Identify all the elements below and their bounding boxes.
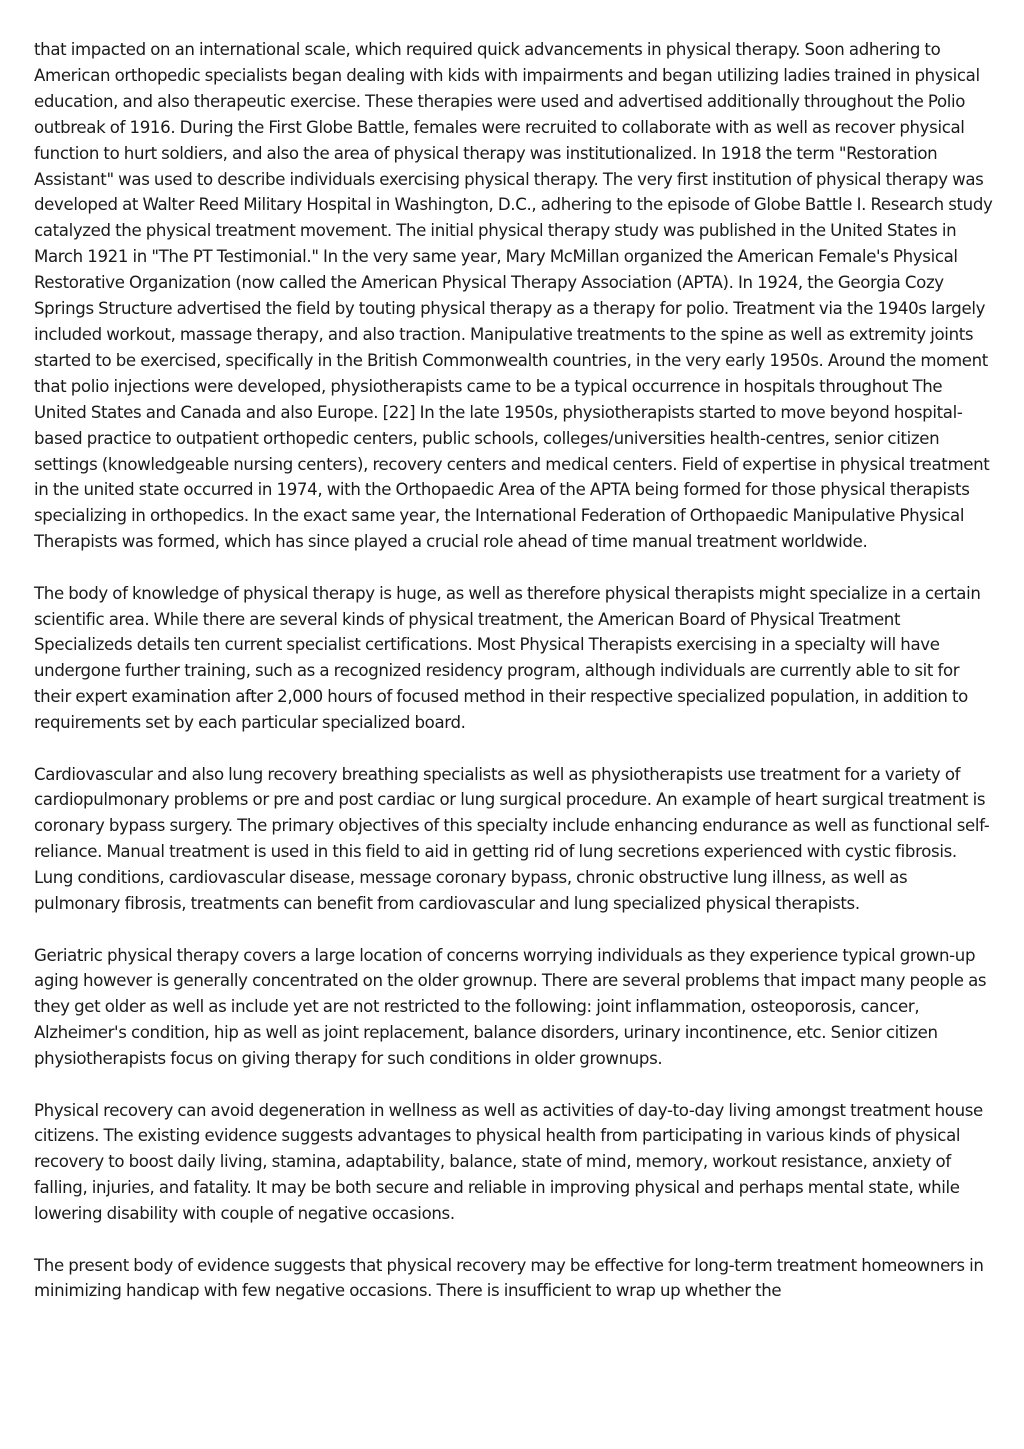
paragraph-cardiopulmonary: Cardiovascular and also lung recovery breathing specialists as well as physiotherapists use treatment for a variety of cardiopulmonary problems or pre and post cardiac or lung surgical procedure. An example of heart surgical treatment is coronary bypass surgery. The primary objectives of this specialty include enhancing endurance as well as functional self-reliance. Manual treatment is used in this field to aid in getting rid of lung secretions experienced with cystic fibrosis. Lung conditions, cardiovascular disease, message coronary bypass, chronic obstructive lung illness, as well as pulmonary fibrosis, treatments can benefit from cardiovascular and lung specialized physical therapists. (34, 764, 990, 914)
document-body (34, 37, 994, 1330)
paragraph-physical-recovery: Physical recovery can avoid degeneration in wellness as well as activities of day-to-day living amongst treatment house citizens. The existing evidence suggests advantages to physical health from participating in various kinds of physical recovery to boost daily living, stamina, adaptability, balance, state of mind, memory, workout resistance, anxiety of falling, injuries, and fatality. It may be both secure and reliable in improving physical and perhaps mental state, while lowering disability with couple of negative occasions. (34, 1100, 983, 1224)
paragraph-history: that impacted on an international scale, which required quick advancements in physical therapy. Soon adhering to American orthopedic specialists began dealing with kids with impairments and began utilizing ladies trained in physical education, and also therapeutic exercise. These therapies were used and advertised additionally throughout the Polio outbreak of 1916. During the First Globe Battle, females were recruited to collaborate with as well as recover physical function to hurt soldiers, and also the area of physical therapy was institutionalized. In 1918 the term "Restoration Assistant" was used to describe individuals exercising physical therapy. The very first institution of physical therapy was developed at Walter Reed Military Hospital in Washington, D.C., adhering to the episode of Globe Battle I. Research study catalyzed the physical treatment movement. The initial physical therapy study was published in the United States in March 1921 in "The PT Testimonial." In the very same year, Mary McMillan organized the American Female's Physical Restorative Organization (now called the American Physical Therapy Association (APTA). In 1924, the Georgia Cozy Springs Structure advertised the field by touting physical therapy as a therapy for polio. Treatment via the 1940s largely included workout, massage therapy, and also traction. Manipulative treatments to the spine as well as extremity joints started to be exercised, specifically in the British Commonwealth countries, in the very early 1950s. Around the moment that polio injections were developed, physiotherapists came to be a typical occurrence in hospitals throughout The United States and Canada and also Europe. [22] In the late 1950s, physiotherapists started to move beyond hospital-based practice to outpatient orthopedic centers, public schools, colleges/universities health-centres, senior citizen settings (knowledgeable nursing centers), recovery centers and medical centers. Field of expertise in physical treatment in the united state occurred in 1974, with the Orthopaedic Area of the APTA being formed for those physical therapists specializing in orthopedics. In the exact same year, the International Federation of Orthopaedic Manipulative Physical Therapists was formed, which has since played a crucial role ahead of time manual treatment worldwide. (34, 40, 993, 552)
paragraph-evidence: The present body of evidence suggests that physical recovery may be effective for long-term treatment homeowners in minimizing handicap with few negative occasions. There is insufficient to wrap up whether the (34, 1255, 984, 1301)
paragraph-specialization: The body of knowledge of physical therapy is huge, as well as therefore physical therapists might specialize in a certain scientific area. While there are several kinds of physical treatment, the American Board of Physical Treatment Specializeds details ten current specialist certifications. Most Physical Therapists exercising in a specialty will have undergone further training, such as a recognized residency program, although individuals are currently able to sit for their expert examination after 2,000 hours of focused method in their respective specialized population, in addition to requirements set by each particular specialized board. (34, 583, 981, 733)
paragraph-geriatric: Geriatric physical therapy covers a large location of concerns worrying individuals as they experience typical grown-up aging however is generally concentrated on the older grownup. There are several problems that impact many people as they get older as well as include yet are not restricted to the following: joint inflammation, osteoporosis, cancer, Alzheimer's condition, hip as well as joint replacement, balance disorders, urinary incontinence, etc. Senior citizen physiotherapists focus on giving therapy for such conditions in older grownups. (34, 945, 987, 1069)
